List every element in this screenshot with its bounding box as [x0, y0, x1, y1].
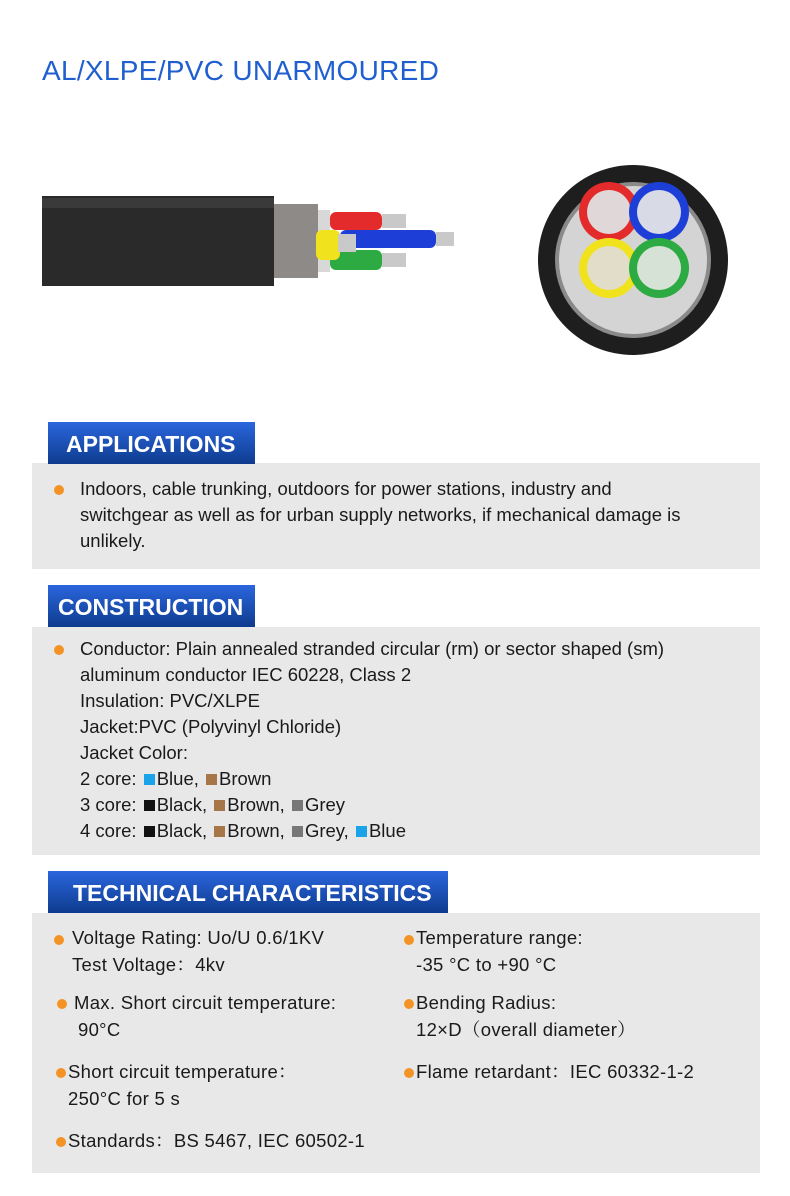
color-swatch [144, 826, 155, 837]
bullet-icon [56, 1137, 66, 1147]
color-name: Blue [368, 820, 406, 841]
text-line: Conductor: Plain annealed stranded circular (rm) or sector shaped (sm) [80, 638, 665, 659]
technical-heading: TECHNICAL CHARACTERISTICS [48, 871, 448, 913]
max-short-circuit [74, 989, 336, 1043]
color-swatch [144, 774, 155, 785]
core-label: 2 core: [80, 768, 137, 789]
cable-side-image [40, 190, 460, 300]
color-name: Grey [304, 794, 346, 815]
core-label: 4 core: [80, 820, 137, 841]
flame-retardant [416, 1058, 694, 1085]
temperature-range [416, 924, 583, 978]
color-swatch [214, 800, 225, 811]
text-line: Short circuit temperature： [68, 1061, 297, 1082]
text-line: -35 °C to +90 °C [416, 954, 557, 975]
color-name: Black, [156, 794, 208, 815]
bullet-icon [404, 935, 414, 945]
bullet-icon [56, 1068, 66, 1078]
text-line: Bending Radius: [416, 992, 557, 1013]
text-line: Indoors, cable trunking, outdoors for power stations, industry and [80, 478, 612, 499]
jacket-color-row [80, 792, 664, 818]
bending-radius [416, 989, 636, 1043]
text-line: Standards：BS 5467, IEC 60502-1 [68, 1130, 365, 1151]
text-line: 250°C for 5 s [68, 1088, 181, 1109]
applications-heading: APPLICATIONS [48, 422, 255, 464]
technical-panel [32, 913, 760, 1173]
text-line: Max. Short circuit temperature: [74, 992, 337, 1013]
bullet-icon [57, 999, 67, 1009]
text-line: switchgear as well as for urban supply networks, if mechanical damage is [80, 504, 681, 525]
applications-panel [32, 463, 760, 569]
text-line: unlikely. [80, 530, 146, 551]
color-swatch [144, 800, 155, 811]
text-line: Test Voltage：4kv [72, 954, 225, 975]
text-line: 90°C [78, 1019, 121, 1040]
core-label: 3 core: [80, 794, 137, 815]
color-name: Brown, [227, 820, 285, 841]
text-line: Jacket:PVC (Polyvinyl Chloride) [80, 716, 342, 737]
color-name: Blue, [156, 768, 199, 789]
applications-text [80, 476, 681, 554]
color-name: Black, [156, 820, 208, 841]
bullet-icon [54, 645, 64, 655]
bullet-icon [54, 935, 64, 945]
bullet-icon [404, 1068, 414, 1078]
color-swatch [214, 826, 225, 837]
page-title: AL/XLPE/PVC UNARMOURED [42, 55, 440, 86]
voltage-rating [72, 924, 324, 978]
text-line: Voltage Rating: Uo/U 0.6/1KV [72, 927, 325, 948]
text-line: Jacket Color: [80, 742, 188, 763]
color-swatch [292, 826, 303, 837]
text-line: Insulation: PVC/XLPE [80, 690, 260, 711]
color-swatch [206, 774, 217, 785]
color-swatch [356, 826, 367, 837]
construction-text [80, 636, 664, 844]
cable-cross-section-image [535, 162, 731, 358]
color-swatch [292, 800, 303, 811]
construction-heading: CONSTRUCTION [48, 585, 255, 627]
text-line: aluminum conductor IEC 60228, Class 2 [80, 664, 412, 685]
color-name: Brown, [227, 794, 285, 815]
text-line: 12×D（overall diameter） [416, 1019, 636, 1040]
color-name: Grey, [304, 820, 349, 841]
construction-panel [32, 627, 760, 855]
text-line: Flame retardant：IEC 60332-1-2 [416, 1061, 695, 1082]
jacket-color-row [80, 818, 664, 844]
text-line: Temperature range: [416, 927, 583, 948]
jacket-color-row [80, 766, 664, 792]
bullet-icon [404, 999, 414, 1009]
standards [68, 1127, 365, 1154]
bullet-icon [54, 485, 64, 495]
short-circuit [68, 1058, 297, 1112]
color-name: Brown [219, 768, 272, 789]
